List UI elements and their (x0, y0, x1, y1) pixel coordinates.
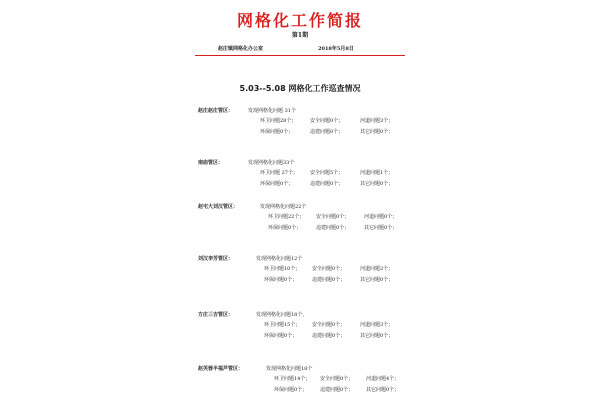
district-name: 赵庄赵庄管区： (198, 108, 234, 114)
other-count: 其它问题0个； (360, 277, 394, 283)
river-count: 河道问题4个； (366, 376, 400, 382)
sanitation-count: 环卫问题28个； (260, 118, 297, 124)
issue-line-1 (260, 168, 393, 179)
illegal-building-count: 违建问题0个； (310, 129, 344, 135)
safety-count: 安全问题5个； (310, 170, 344, 176)
issue-line-2 (264, 331, 393, 342)
other-count: 其它问题0个； (364, 225, 398, 231)
district-total: 发现网格化问题12个 (256, 256, 303, 262)
issue-line-2 (260, 179, 393, 190)
environment-count: 环保问题0个； (274, 387, 308, 393)
issue-number: 第1期 (291, 32, 309, 39)
issue-line-1 (264, 320, 393, 331)
bulletin-page (190, 0, 410, 400)
district-name: 方庄三吉管区： (198, 312, 234, 318)
environment-count: 环保问题0个； (264, 333, 298, 339)
environment-count: 环保问题0个； (260, 181, 294, 187)
illegal-building-count: 违建问题0个； (310, 181, 344, 187)
environment-count: 环保问题0个； (260, 129, 294, 135)
illegal-building-count: 违建问题0个； (316, 225, 350, 231)
sanitation-count: 环卫问题14个； (274, 376, 311, 382)
district-name: 赵宅大刘汉管区： (198, 204, 239, 210)
issue-line-1 (264, 264, 393, 275)
district-total: 发现网格化问题22个 (260, 204, 307, 210)
sanitation-count: 环卫问题10个； (264, 266, 301, 272)
safety-count: 安全问题0个； (312, 322, 346, 328)
district-total: 发现网格化问题18个， (256, 312, 308, 318)
issue-line-1 (268, 212, 397, 223)
issue-line-1 (260, 116, 393, 127)
district-total: 发现网格化问题33个 (248, 160, 295, 166)
safety-count: 安全问题0个； (312, 266, 346, 272)
other-count: 其它问题0个； (360, 333, 394, 339)
river-count: 河道问题3个； (360, 322, 394, 328)
district-total: 发现网格化问题18个 (266, 366, 313, 372)
sanitation-count: 环卫问题 27个； (260, 170, 298, 176)
district-name: 刘汉李芳管区： (198, 256, 234, 262)
report-title: 5.03--5.08 网格化工作巡查情况 (239, 84, 361, 93)
river-count: 河道问题2个； (360, 266, 394, 272)
illegal-building-count: 违建问题0个； (312, 333, 346, 339)
river-count: 河道问题3个； (360, 118, 394, 124)
sanitation-count: 环卫问题22个； (268, 214, 305, 220)
district-total: 发现网格化问题 31个 (248, 108, 296, 114)
safety-count: 安全问题0个； (316, 214, 350, 220)
district-name: 南庙管区： (198, 160, 224, 166)
issue-line-2 (264, 275, 393, 286)
issue-line-1 (274, 374, 399, 385)
other-count: 其它问题0个； (366, 387, 400, 393)
safety-count: 安全问题0个； (320, 376, 354, 382)
bulletin-masthead: 网格化工作简报 (236, 11, 363, 30)
safety-count: 安全问题0个； (310, 118, 344, 124)
other-count: 其它问题0个； (360, 181, 394, 187)
publish-date: 2018年5月8日 (318, 46, 354, 52)
issue-line-2 (274, 385, 399, 396)
issue-line-2 (260, 127, 393, 138)
river-count: 河道问题1个； (360, 170, 394, 176)
environment-count: 环保问题0个； (264, 277, 298, 283)
river-count: 河道问题0个； (364, 214, 398, 220)
illegal-building-count: 违建问题0个； (320, 387, 354, 393)
red-divider (195, 55, 405, 56)
environment-count: 环保问题0个； (268, 225, 302, 231)
office-name: 赵庄镇网格化办公室 (218, 46, 264, 52)
sanitation-count: 环卫问题15个； (264, 322, 301, 328)
issue-line-2 (268, 223, 397, 234)
other-count: 其它问题0个； (360, 129, 394, 135)
illegal-building-count: 违建问题0个； (312, 277, 346, 283)
district-name: 赵芙蓉半福芦管区： (198, 366, 244, 372)
